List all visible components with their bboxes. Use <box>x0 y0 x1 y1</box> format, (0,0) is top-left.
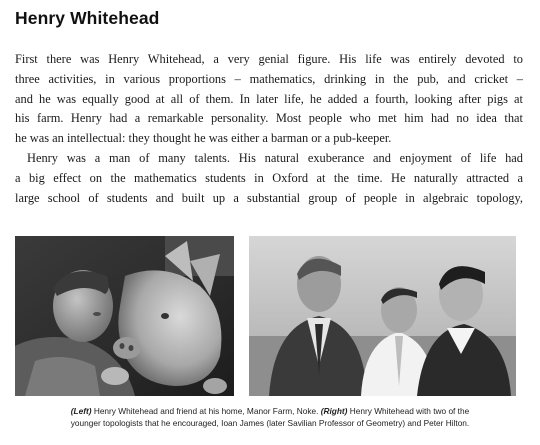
caption-right-tag: (Right) <box>320 406 348 416</box>
paragraph-1-line-2: three activities, in various proportions – mathematics, drinking in the pub, and cricket – <box>15 71 523 86</box>
paragraph-2-line-1: Henry was a man of many talents. His natural exuberance and enjoyment of life had <box>27 150 523 165</box>
body-text <box>15 50 523 208</box>
paragraph-1-line-5: he was an intellectual: they thought he was either a barman or a pub-keeper. <box>15 131 392 146</box>
paragraph-1-line-4: his farm. Henry had a remarkable personality. Most people who met him had no idea that <box>15 111 523 126</box>
caption-line-2: younger topologists that he encouraged, Ioan James (later Savilian Professor of Geometry) and Peter Hilton. <box>70 418 470 428</box>
paragraph-2-line-3: large school of students and built up a substantial group of people in algebraic topology, <box>15 190 523 205</box>
section-heading: Henry Whitehead <box>15 8 160 28</box>
photo-whitehead-with-pig <box>15 236 234 396</box>
paragraph-1-line-3: and he was equally good at all of them. In later life, he added a fourth, looking after pigs at <box>15 91 523 106</box>
caption-left-text: Henry Whitehead and friend at his home, Manor Farm, Noke. <box>91 406 321 416</box>
caption-line-1 <box>15 405 525 417</box>
photo-whitehead-james-hilton <box>249 236 516 396</box>
paragraph-2-line-2: a big effect on the mathematics students in Oxford at the time. He naturally attracted a <box>15 170 523 185</box>
paragraph-1-line-1: First there was Henry Whitehead, a very genial figure. His life was entirely devoted to <box>15 52 523 66</box>
caption-left-tag: (Left) <box>70 406 92 416</box>
caption-right-text: Henry Whitehead with two of the <box>347 406 470 416</box>
figure-caption <box>15 405 525 429</box>
